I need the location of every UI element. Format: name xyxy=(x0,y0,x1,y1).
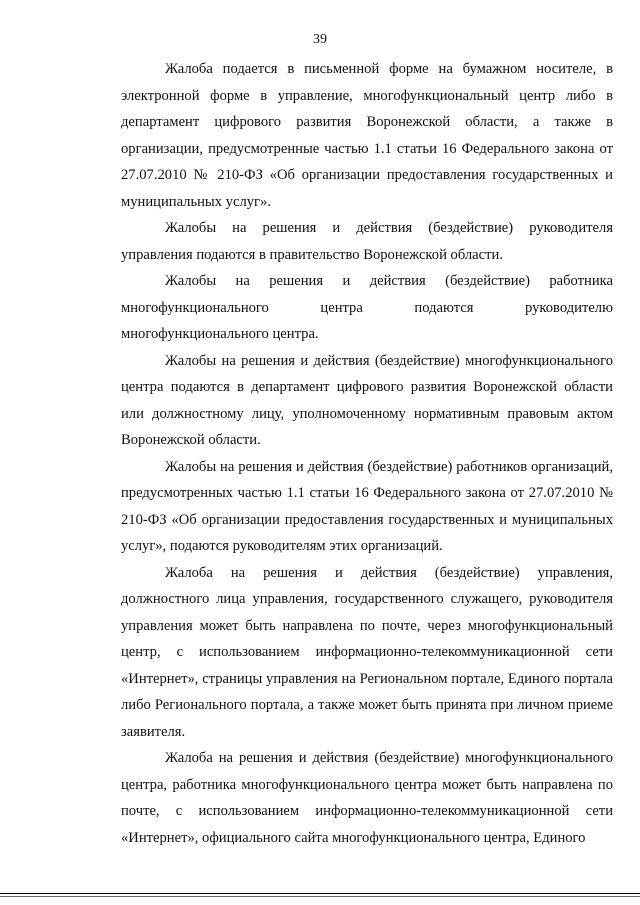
paragraph-complaint-submission-channels: Жалоба на решения и действия (бездействие) управления, должностного лица управления, государственного служащего, руководителя управления может быть направлена по почте, через многофункциональный центр, с использованием информационно-телекоммуникационной сети «Интернет», страницы управления на Региональном портале, Единого портала либо Регионального портала, а также может быть принята при личном приеме заявителя. xyxy=(121,564,613,740)
page-number: 39 xyxy=(313,32,327,47)
paragraph-complaint-mfc: Жалобы на решения и действия (бездействие) многофункционального центра подаются в департамент цифрового развития Воронежской области или должностному лицу, уполномоченному нормативным правовым актом Воронежской области. xyxy=(121,352,613,448)
paragraph-complaint-head-of-department: Жалобы на решения и действия (бездействие) руководителя управления подаются в правительство Воронежской области. xyxy=(121,220,613,263)
paragraph-complaint-form: Жалоба подается в письменной форме на бумажном носителе, в электронной форме в управление, многофункциональный центр либо в департамент цифрового развития Воронежской области, а также в организации, предусмотренные частью 1.1 статьи 16 Федерального закона от 27.07.2010 № 210-ФЗ «Об организации предоставления государственных и муниципальных услуг». xyxy=(121,61,613,210)
bottom-divider xyxy=(0,893,640,894)
document-body xyxy=(121,56,613,851)
bottom-divider-secondary xyxy=(0,896,640,897)
paragraph-complaint-organization-employees: Жалобы на решения и действия (бездействие) работников организаций, предусмотренных частью 1.1 статьи 16 Федерального закона от 27.07.2010 № 210-ФЗ «Об организации предоставления государственных и муниципальных услуг», подаются руководителям этих организаций. xyxy=(121,458,613,554)
paragraph-complaint-mfc-submission: Жалоба на решения и действия (бездействие) многофункционального центра, работника многофункционального центра может быть направлена по почте, с использованием информационно-телекоммуникационной сети «Интернет», официального сайта многофункционального центра, Единого xyxy=(121,750,613,846)
paragraph-complaint-mfc-employee: Жалобы на решения и действия (бездействие) работника многофункционального центра подаются руководителю многофункционального центра. xyxy=(121,273,613,342)
